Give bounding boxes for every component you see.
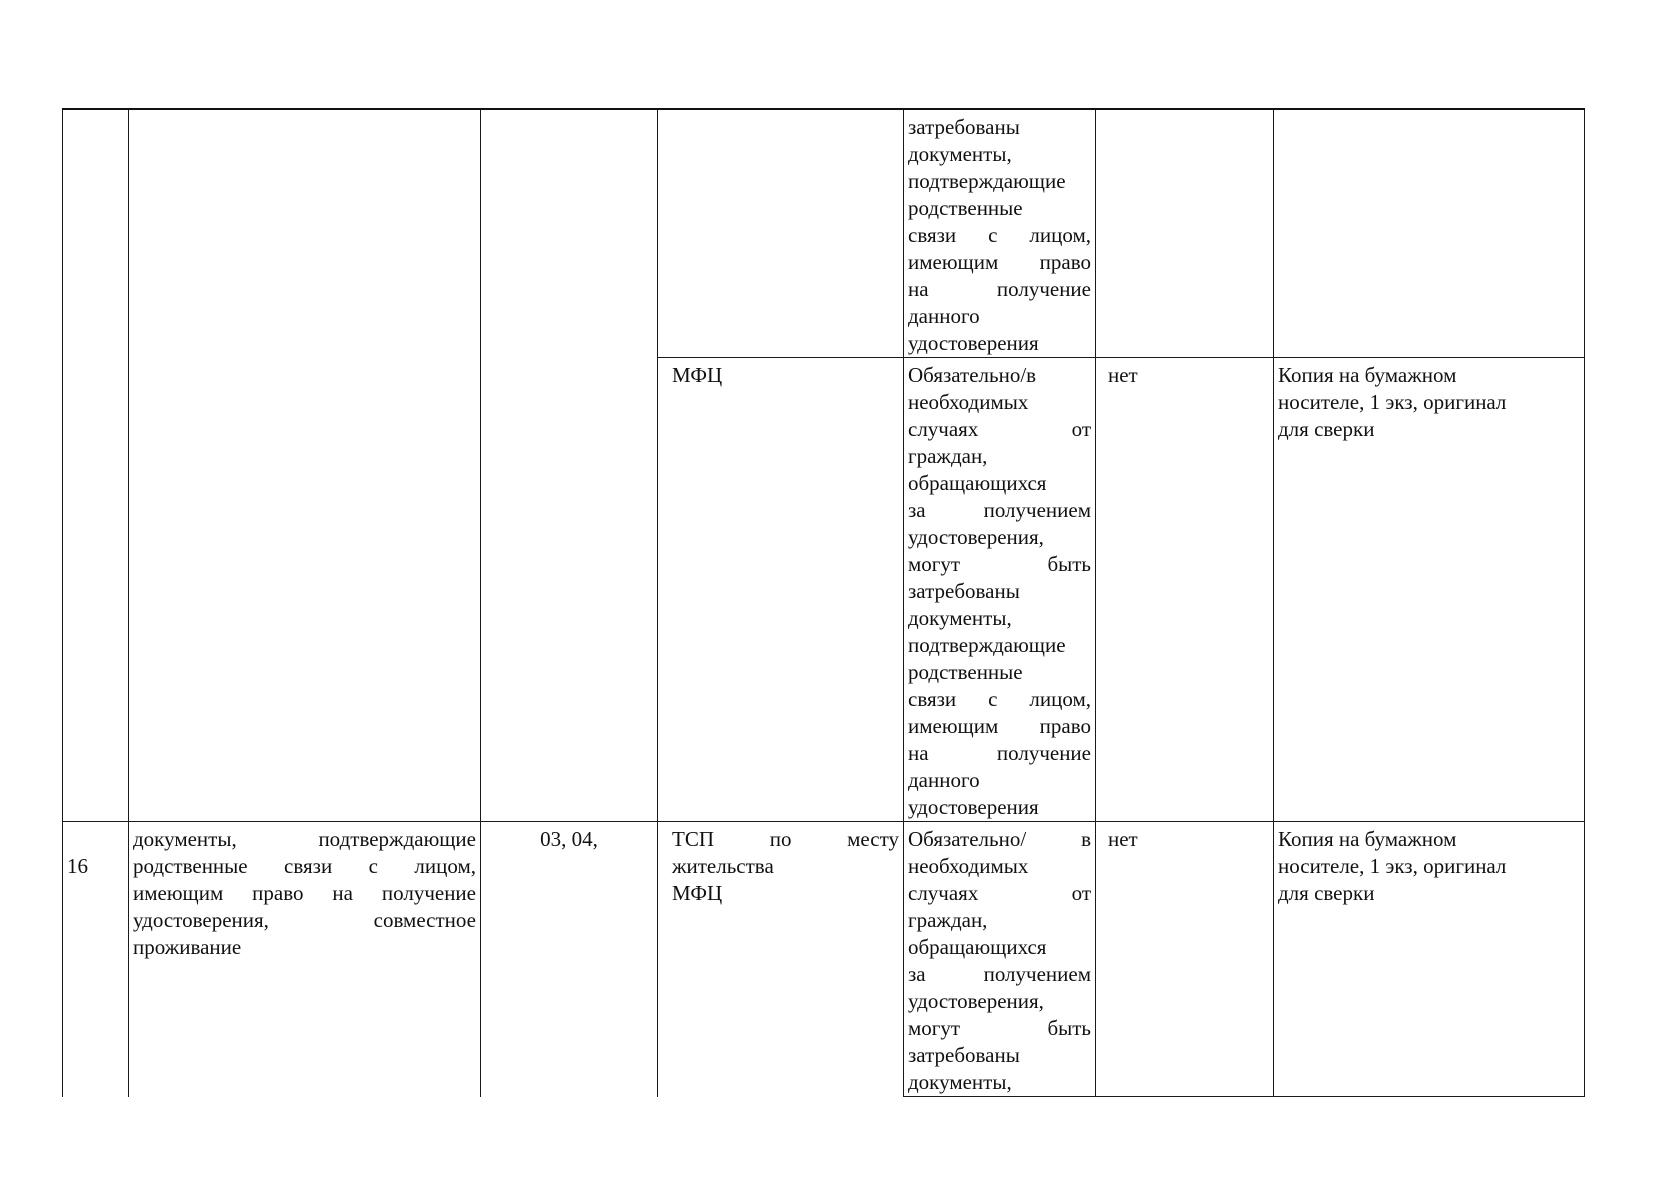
requirement-line: связи с лицом,: [908, 687, 1091, 711]
requirement-line: обращающихся: [908, 471, 1047, 495]
requirement-line: удостоверения: [908, 795, 1039, 819]
issuing-body-cell: [658, 109, 904, 358]
form-line: носителе, 1 экз, оригинал: [1278, 854, 1507, 878]
issuing-body-cell: [658, 822, 904, 1097]
form-cell: [1274, 109, 1585, 358]
document-name-line: документы, подтверждающие: [133, 827, 476, 851]
requirement-line: на получение: [908, 741, 1091, 765]
requirement-line: могут быть: [908, 1016, 1091, 1040]
interdepartmental-cell: [1096, 822, 1274, 1097]
requirement-line: данного: [908, 304, 980, 328]
requirement-cell: [904, 358, 1096, 822]
row-number: 16: [67, 854, 88, 878]
requirement-line: данного: [908, 768, 980, 792]
document-name-line: родственные связи с лицом,: [133, 854, 476, 878]
requirement-line: на получение: [908, 277, 1091, 301]
document-name-line: проживание: [133, 935, 242, 959]
requirement-line: за получением: [908, 498, 1091, 522]
issuing-body-cell: [658, 358, 904, 822]
requirement-line: могут быть: [908, 552, 1091, 576]
requirement-cell: [904, 822, 1096, 1097]
form-line: Копия на бумажном: [1278, 363, 1457, 387]
requirement-line: Обязательно/ в: [908, 827, 1091, 851]
requirement-line: случаях от: [908, 881, 1091, 905]
interdepartmental-text: нет: [1108, 363, 1138, 387]
requirement-line: удостоверения,: [908, 989, 1044, 1013]
requirement-line: Обязательно/в: [908, 363, 1037, 387]
requirement-line: граждан,: [908, 444, 988, 468]
row-number-cell: [63, 109, 129, 822]
document-name-cell: [129, 822, 481, 1097]
form-cell: [1274, 822, 1585, 1097]
form-line: для сверки: [1278, 417, 1375, 441]
row-number-cell: [63, 822, 129, 1097]
issuing-body-line: жительства: [672, 854, 774, 878]
issuing-body-line: МФЦ: [672, 881, 723, 905]
document-name-cell: [129, 109, 481, 822]
requirement-line: затребованы: [908, 1043, 1020, 1067]
requirement-line: случаях от: [908, 417, 1091, 441]
requirement-line: документы,: [908, 142, 1012, 166]
table-row: [63, 109, 1585, 358]
requirement-cell: [904, 109, 1096, 358]
requirement-line: имеющим право: [908, 714, 1091, 738]
requirement-line: удостоверения: [908, 331, 1039, 355]
form-line: Копия на бумажном: [1278, 827, 1457, 851]
document-name-line: удостоверения, совместное: [133, 908, 476, 932]
requirement-line: документы,: [908, 1070, 1012, 1094]
requirement-line: подтверждающие: [908, 633, 1066, 657]
requirements-table: [62, 108, 1585, 1097]
interdepartmental-cell: [1096, 109, 1274, 358]
requirement-line: удостоверения,: [908, 525, 1044, 549]
requirement-line: граждан,: [908, 908, 988, 932]
requirement-line: обращающихся: [908, 935, 1047, 959]
requirement-line: затребованы: [908, 115, 1020, 139]
requirement-line: связи с лицом,: [908, 223, 1091, 247]
requirement-line: имеющим право: [908, 250, 1091, 274]
document-name-line: имеющим право на получение: [133, 881, 476, 905]
requirement-line: необходимых: [908, 390, 1029, 414]
category-code: 03, 04,: [540, 827, 598, 851]
form-line: для сверки: [1278, 881, 1375, 905]
interdepartmental-text: нет: [1108, 827, 1138, 851]
category-code-cell: [481, 822, 658, 1097]
requirement-line: затребованы: [908, 579, 1020, 603]
form-cell: [1274, 358, 1585, 822]
issuing-body-line: ТСП по месту: [672, 827, 899, 851]
requirement-line: родственные: [908, 660, 1023, 684]
category-code-cell: [481, 109, 658, 822]
requirement-line: за получением: [908, 962, 1091, 986]
requirement-line: подтверждающие: [908, 169, 1066, 193]
requirement-line: родственные: [908, 196, 1023, 220]
table-row: [63, 822, 1585, 1097]
issuing-body-text: МФЦ: [672, 363, 723, 387]
requirement-line: документы,: [908, 606, 1012, 630]
requirement-line: необходимых: [908, 854, 1029, 878]
interdepartmental-cell: [1096, 358, 1274, 822]
form-line: носителе, 1 экз, оригинал: [1278, 390, 1507, 414]
